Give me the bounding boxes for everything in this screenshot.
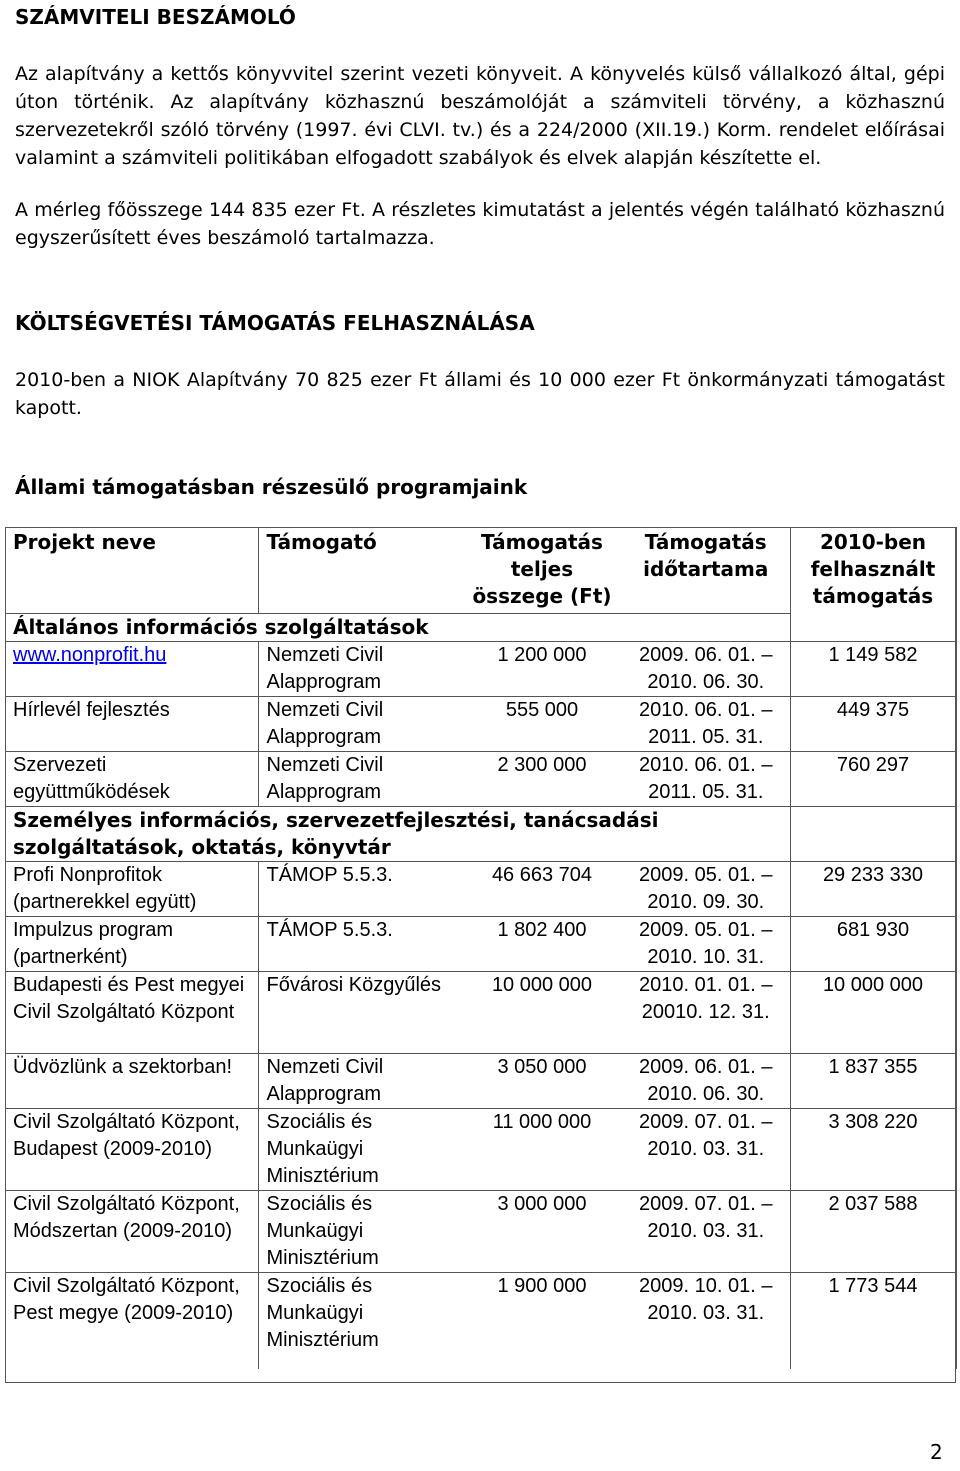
total-cell: 3 050 000 bbox=[497, 1056, 587, 1078]
period-cell: 2010. 01. 01. – 20010. 12. 31. bbox=[639, 974, 773, 1023]
project-name-cell: Hírlevél fejlesztés bbox=[13, 699, 170, 721]
table-row bbox=[5, 917, 956, 972]
sponsor-cell: TÁMOP 5.5.3. bbox=[258, 862, 462, 917]
budget-support-heading: KÖLTSÉGVETÉSI TÁMOGATÁS FELHASZNÁLÁSA bbox=[15, 311, 535, 335]
sponsor-cell: TÁMOP 5.5.3. bbox=[258, 917, 462, 972]
period-cell: 2009. 05. 01. – 2010. 09. 30. bbox=[639, 864, 773, 913]
table-row bbox=[5, 1109, 956, 1191]
project-name-cell: Civil Szolgáltató Központ, Budapest (2009-2010) bbox=[13, 1111, 240, 1160]
table-header-row bbox=[5, 527, 956, 614]
header-project-name: Projekt neve bbox=[13, 530, 156, 554]
project-name-cell: Civil Szolgáltató Központ, Módszertan (2009-2010) bbox=[13, 1193, 240, 1242]
period-cell: 2009. 06. 01. – 2010. 06. 30. bbox=[639, 644, 773, 693]
used-cell: 3 308 220 bbox=[790, 1109, 956, 1191]
used-cell: 760 297 bbox=[790, 752, 956, 807]
period-cell: 2009. 07. 01. – 2010. 03. 31. bbox=[639, 1193, 773, 1242]
section-empty-cell bbox=[790, 807, 956, 862]
used-cell: 10 000 000 bbox=[790, 972, 956, 1054]
header-period: Támogatás időtartama bbox=[643, 530, 769, 581]
used-cell: 29 233 330 bbox=[790, 862, 956, 917]
period-cell: 2010. 06. 01. – 2011. 05. 31. bbox=[639, 699, 773, 748]
project-name-cell: Budapesti és Pest megyei Civil Szolgáltató Központ bbox=[13, 974, 245, 1023]
table-row bbox=[5, 1054, 956, 1109]
total-cell: 1 802 400 bbox=[497, 919, 587, 941]
table-row bbox=[5, 642, 956, 697]
table-row bbox=[5, 697, 956, 752]
main-heading: SZÁMVITELI BESZÁMOLÓ bbox=[15, 5, 296, 29]
support-paragraph: 2010-ben a NIOK Alapítvány 70 825 ezer Ft állami és 10 000 ezer Ft önkormányzati támogatást kapott. bbox=[15, 369, 945, 419]
used-cell: 2 037 588 bbox=[790, 1191, 956, 1273]
project-name-cell bbox=[5, 642, 258, 697]
sponsor-cell: Nemzeti Civil Alapprogram bbox=[258, 642, 462, 697]
sponsor-cell: Fővárosi Közgyűlés bbox=[258, 972, 462, 1054]
accounting-paragraph: Az alapítvány a kettős könyvvitel szerint vezeti könyveit. A könyvelés külső vállalkozó által, gépi úton történik. Az alapítvány közhasznú beszámolóját a számviteli törvény, a közhasznú szervezetekről szóló törvény (1997. évi CLVI. tv.) és a 224/2000 (XII.19.) Korm. rendelet előírásai valamint a számviteli politikában elfogadott szabályok és elvek alapján készítette el. bbox=[15, 63, 945, 169]
total-cell: 10 000 000 bbox=[491, 974, 593, 996]
table-row bbox=[5, 752, 956, 807]
total-cell: 3 000 000 bbox=[497, 1193, 587, 1215]
page-number: 2 bbox=[930, 1440, 943, 1464]
total-cell: 1 900 000 bbox=[497, 1275, 587, 1297]
used-cell: 681 930 bbox=[790, 917, 956, 972]
programs-table bbox=[5, 527, 957, 1369]
total-cell: 11 000 000 bbox=[492, 1111, 592, 1133]
total-cell: 555 000 bbox=[505, 699, 579, 721]
used-cell: 449 375 bbox=[790, 697, 956, 752]
nonprofit-link[interactable]: www.nonprofit.hu bbox=[13, 644, 167, 666]
sponsor-cell: Nemzeti Civil Alapprogram bbox=[258, 697, 462, 752]
project-name-cell: Üdvözlünk a szektorban! bbox=[13, 1056, 233, 1078]
total-cell: 2 300 000 bbox=[497, 754, 587, 776]
header-total: Támogatás teljes összege (Ft) bbox=[472, 530, 612, 608]
section-row bbox=[5, 807, 956, 862]
total-cell: 46 663 704 bbox=[491, 864, 593, 886]
project-name-cell: Szervezeti együttműködések bbox=[13, 754, 170, 803]
section-personal-info: Személyes információs, szervezetfejlesztési, tanácsadási szolgáltatások, oktatás, könyvtár bbox=[13, 808, 659, 859]
table-row bbox=[5, 1191, 956, 1273]
sponsor-cell: Nemzeti Civil Alapprogram bbox=[258, 1054, 462, 1109]
sponsor-cell: Szociális és Munkaügyi Minisztérium bbox=[258, 1191, 462, 1273]
total-cell: 1 200 000 bbox=[497, 644, 587, 666]
period-cell: 2010. 06. 01. – 2011. 05. 31. bbox=[639, 754, 773, 803]
sponsor-cell: Nemzeti Civil Alapprogram bbox=[258, 752, 462, 807]
table-row bbox=[5, 972, 956, 1054]
table-row bbox=[5, 1273, 956, 1370]
project-name-cell: Civil Szolgáltató Központ, Pest megye (2009-2010) bbox=[13, 1275, 240, 1324]
header-sponsor: Támogató bbox=[258, 527, 462, 614]
project-name-cell: Profi Nonprofitok (partnerekkel együtt) bbox=[13, 864, 197, 913]
used-cell: 1 149 582 bbox=[790, 642, 956, 697]
period-cell: 2009. 07. 01. – 2010. 03. 31. bbox=[639, 1111, 773, 1160]
period-cell: 2009. 10. 01. – 2010. 03. 31. bbox=[639, 1275, 773, 1324]
used-cell: 1 837 355 bbox=[790, 1054, 956, 1109]
used-cell: 1 773 544 bbox=[790, 1273, 956, 1370]
period-cell: 2009. 06. 01. – 2010. 06. 30. bbox=[639, 1056, 773, 1105]
table-row bbox=[5, 862, 956, 917]
sponsor-cell: Szociális és Munkaügyi Minisztérium bbox=[258, 1273, 462, 1370]
balance-paragraph: A mérleg főösszege 144 835 ezer Ft. A részletes kimutatást a jelentés végén található közhasznú egyszerűsített éves beszámoló tartalmazza. bbox=[15, 199, 945, 249]
programs-heading: Állami támogatásban részesülő programjaink bbox=[15, 475, 528, 499]
sponsor-cell: Szociális és Munkaügyi Minisztérium bbox=[258, 1109, 462, 1191]
period-cell: 2009. 05. 01. – 2010. 10. 31. bbox=[639, 919, 773, 968]
project-name-cell: Impulzus program (partnerként) bbox=[13, 919, 174, 968]
section-general-info: Általános információs szolgáltatások bbox=[13, 615, 429, 639]
header-used: 2010-ben felhasznált támogatás bbox=[790, 527, 956, 642]
